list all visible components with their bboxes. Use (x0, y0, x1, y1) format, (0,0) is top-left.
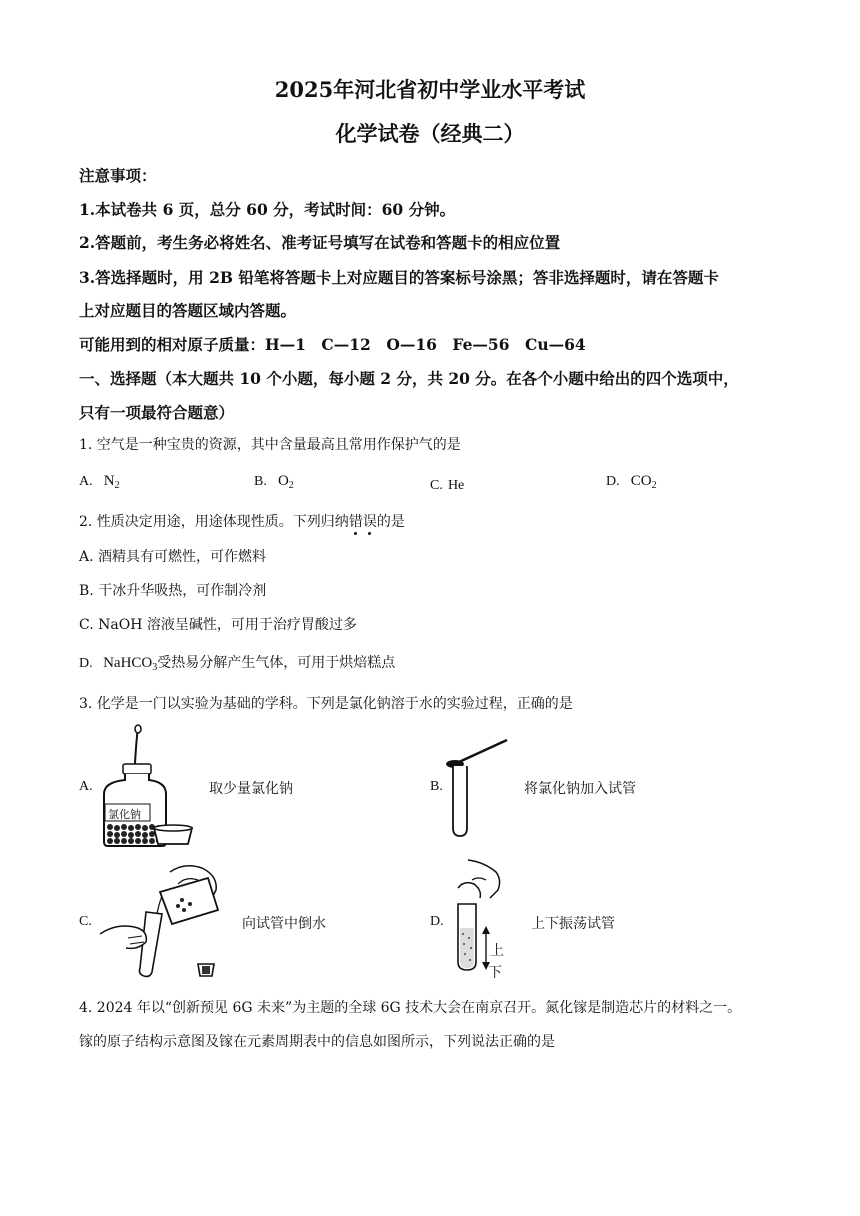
q3-stem: 3. 化学是一门以实验为基础的学科。下列是氯化钠溶于水的实验过程，正确的是 (79, 696, 573, 712)
q1-option-a: A. $N_2$ (79, 473, 120, 491)
pour-water-illustration (98, 862, 238, 980)
bottle-label-text: 氯化钠 (108, 808, 141, 821)
test-tube-spoon-illustration (445, 736, 515, 838)
q3-option-a-label: A. (79, 779, 93, 794)
q1-stem: 1. 空气是一种宝贵的资源，其中含量最高且常用作保护气的是 (79, 437, 461, 453)
q3-option-c-label: C. (79, 914, 92, 929)
section-heading: 一、选择题（本大题共 10 个小题，每小题 2 分，共 20 分。在各个小题中给出的四个选项中， (79, 369, 739, 388)
q4-stem-cont: 镓的原子结构示意图及镓在元素周期表中的信息如图所示，下列说法正确的是 (79, 1034, 555, 1050)
exam-title: 2025年河北省初中学业水平考试 (274, 77, 586, 102)
shake-up-label: 上 (490, 943, 504, 959)
q2-option-c: C. NaOH 溶液呈碱性，可用于治疗胃酸过多 (79, 617, 357, 633)
shake-down-label: 下 (488, 965, 502, 981)
q3-option-b-caption: 将氯化钠加入试管 (524, 781, 636, 797)
note-item: 1.本试卷共 6 页，总分 60 分，考试时间：60 分钟。 (79, 200, 456, 219)
q3-option-a-caption: 取少量氯化钠 (209, 781, 293, 797)
shake-tube-illustration (450, 858, 520, 978)
q1-option-b: B. $O_2$ (254, 473, 294, 491)
q3-option-d-caption: 上下振荡试管 (531, 916, 615, 932)
note-item: 3.答选择题时，用 2B 铅笔将答题卡上对应题目的答案标号涂黑；答非选择题时，请在答题卡 (79, 268, 719, 287)
q3-option-d-label: D. (430, 914, 444, 929)
q2-option-a: A. 酒精具有可燃性，可作燃料 (79, 549, 267, 565)
note-item: 上对应题目的答题区域内答题。 (79, 301, 297, 320)
note-item: 2.答题前，考生务必将姓名、准考证号填写在试卷和答题卡的相应位置 (79, 233, 561, 252)
section-heading-cont: 只有一项最符合题意） (79, 403, 235, 422)
q2-stem: 2. 性质决定用途，用途体现性质。下列归纳错误的是 (79, 514, 405, 530)
q2-option-d: D. NaHCO$_3$受热易分解产生气体，可用于烘焙糕点 (79, 655, 396, 673)
q1-option-c: C. He (430, 478, 465, 493)
reagent-bottle-illustration (98, 724, 198, 849)
exam-subtitle: 化学试卷（经典二） (335, 121, 525, 146)
q1-option-d: D. $CO_2$ (606, 473, 657, 491)
q2-option-b: B. 干冰升华吸热，可作制冷剂 (79, 583, 267, 599)
q4-stem: 4. 2024 年以“创新预见 6G 未来”为主题的全球 6G 技术大会在南京召开。氮化镓是制造芯片的材料之一。 (79, 1000, 742, 1016)
notes-heading: 注意事项： (79, 166, 157, 185)
q3-option-b-label: B. (430, 779, 443, 794)
atomic-mass-line: 可能用到的相对原子质量：H—1 C—12 O—16 Fe—56 Cu—64 (79, 335, 586, 354)
q3-option-c-caption: 向试管中倒水 (242, 916, 326, 932)
